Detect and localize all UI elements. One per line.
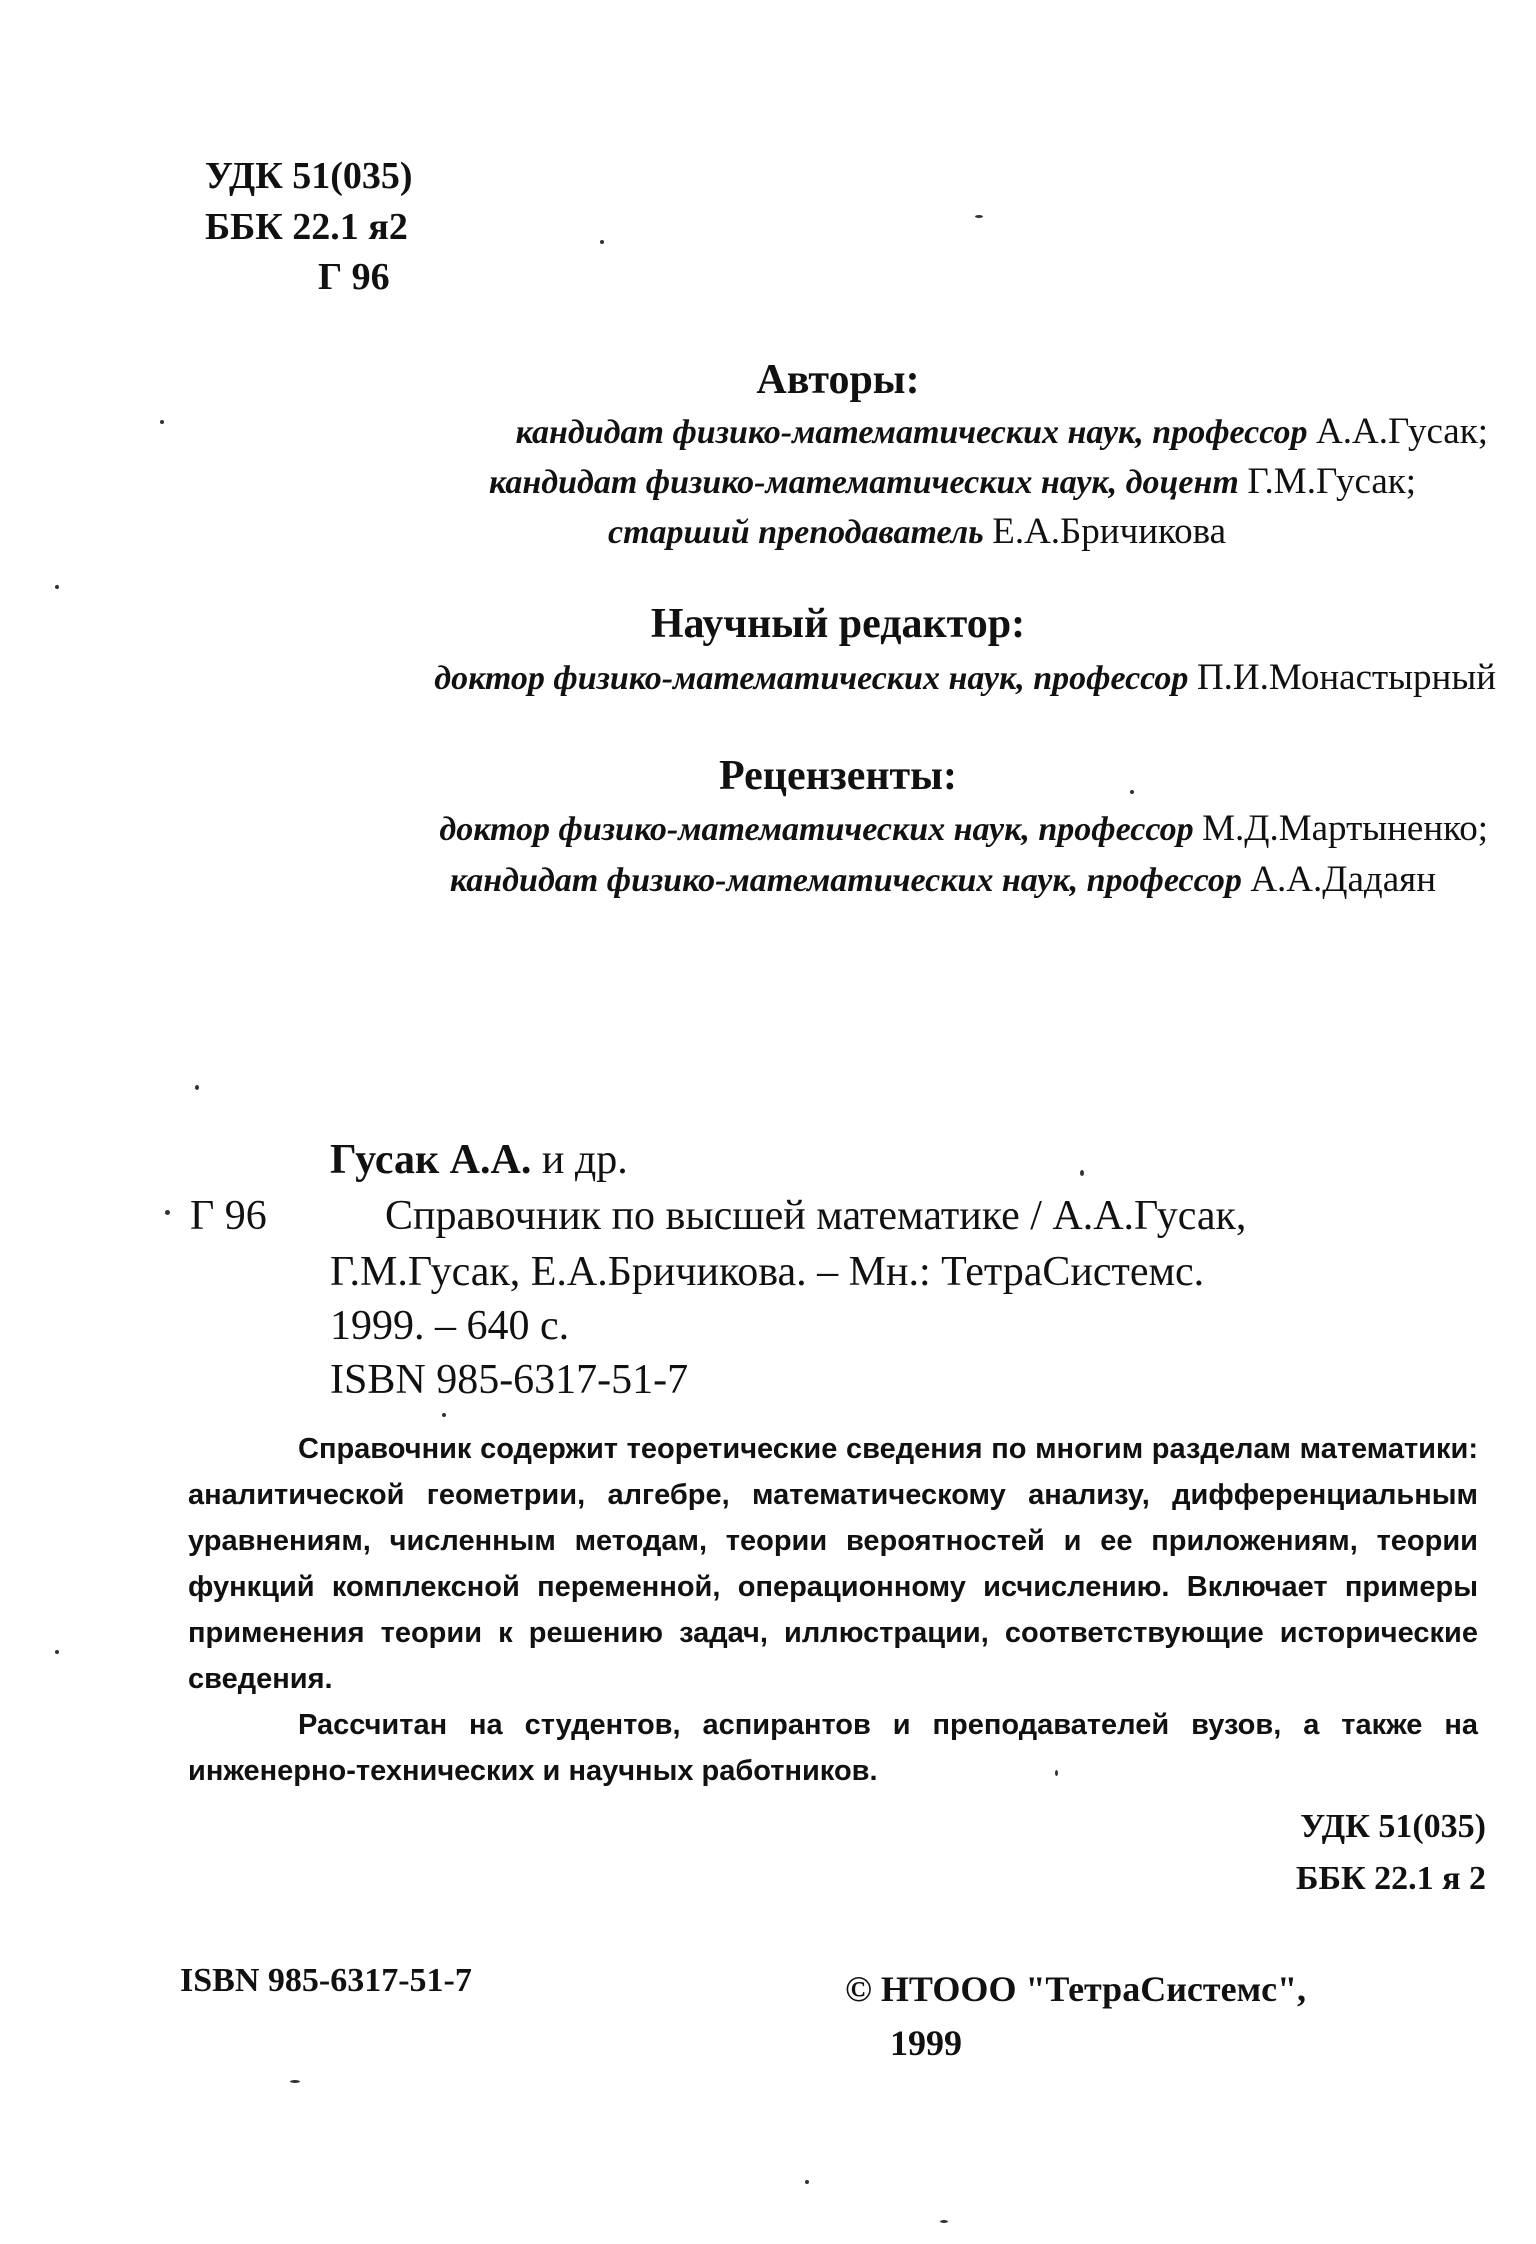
editor-name: П.И.Монастырный: [1196, 657, 1496, 698]
bib-author: [330, 1134, 628, 1186]
speck: [55, 1650, 59, 1654]
udk-code: УДК 51(035): [205, 155, 413, 197]
speck: [442, 1413, 446, 1417]
bib-isbn: ISBN 985-6317-51-7: [330, 1357, 689, 1403]
reviewer-role: кандидат физико-математических наук, профессор: [449, 862, 1242, 899]
editor-line: [434, 656, 1496, 699]
speck: [1130, 790, 1134, 794]
reviewer-name: А.А.Дадаян: [1250, 859, 1436, 900]
authors-heading: Авторы:: [756, 357, 920, 403]
reviewer-name: М.Д.Мартыненко;: [1202, 808, 1488, 849]
speck: [600, 240, 604, 244]
author-line: [489, 460, 1416, 503]
author-line: [608, 510, 1226, 553]
author-sign-code: Г 96: [318, 256, 390, 298]
speck: [805, 2180, 809, 2184]
speck: [55, 585, 59, 589]
bib-author-suffix: и др.: [531, 1137, 628, 1183]
speck: [1055, 1770, 1058, 1776]
footer-isbn: ISBN 985-6317-51-7: [180, 1962, 472, 1999]
speck: [290, 2080, 300, 2083]
author-role: кандидат физико-математических наук, доцент: [488, 464, 1239, 501]
speck: [975, 215, 983, 218]
author-name: Г.М.Гусак;: [1247, 461, 1416, 502]
bib-title-line: Справочник по высшей математике / А.А.Гусак,: [385, 1193, 1247, 1239]
speck: [195, 1085, 199, 1090]
copyright-year: 1999: [890, 2023, 962, 2063]
editor-heading: Научный редактор:: [650, 601, 1026, 647]
speck: [160, 420, 164, 424]
author-role: старший преподаватель: [608, 514, 984, 551]
bbk-code-bottom: ББК 22.1 я 2: [1295, 1860, 1486, 1897]
speck: [165, 1210, 170, 1215]
annotation-paragraph: Справочник содержит теоретические сведения по многим разделам математики: аналитической геометрии, алгебре, математическому анализу, дифференциальным уравнениям, численным методам, теории вероятностей и ее приложениям, теории функций комплексной переменной, операционному исчислению. Включает примеры применения теории к решению задач, иллюстрации, соответствующие исторические сведения.: [188, 1433, 1478, 1695]
reviewer-line: [450, 858, 1436, 901]
reviewer-role: доктор физико-математических наук, профессор: [439, 811, 1194, 848]
author-line: [516, 410, 1488, 453]
author-name: Е.А.Бричикова: [992, 511, 1226, 552]
bib-year-pages: 1999. – 640 с.: [330, 1303, 570, 1349]
udk-code-bottom: УДК 51(035): [1300, 1808, 1486, 1845]
copyright-holder: © НТООО "ТетраСистемс",: [845, 1969, 1307, 2009]
annotation: [188, 1426, 1478, 1794]
bib-authors-line: Г.М.Гусак, Е.А.Бричикова. – Мн.: ТетраСистемс.: [330, 1249, 1205, 1295]
reviewers-heading: Рецензенты:: [719, 753, 957, 799]
bib-code: Г 96: [190, 1193, 267, 1239]
bib-author-name: Гусак А.А.: [330, 1137, 532, 1183]
editor-role: доктор физико-математических наук, профессор: [434, 660, 1189, 697]
speck: [940, 2220, 948, 2223]
speck: [1080, 1170, 1084, 1176]
bbk-code: ББК 22.1 я2: [205, 206, 408, 248]
author-role: кандидат физико-математических наук, профессор: [515, 414, 1308, 451]
annotation-paragraph: Рассчитан на студентов, аспирантов и преподавателей вузов, а также на инженерно-технических и научных работников.: [188, 1709, 1478, 1787]
author-name: А.А.Гусак;: [1316, 411, 1488, 452]
reviewer-line: [439, 807, 1488, 850]
